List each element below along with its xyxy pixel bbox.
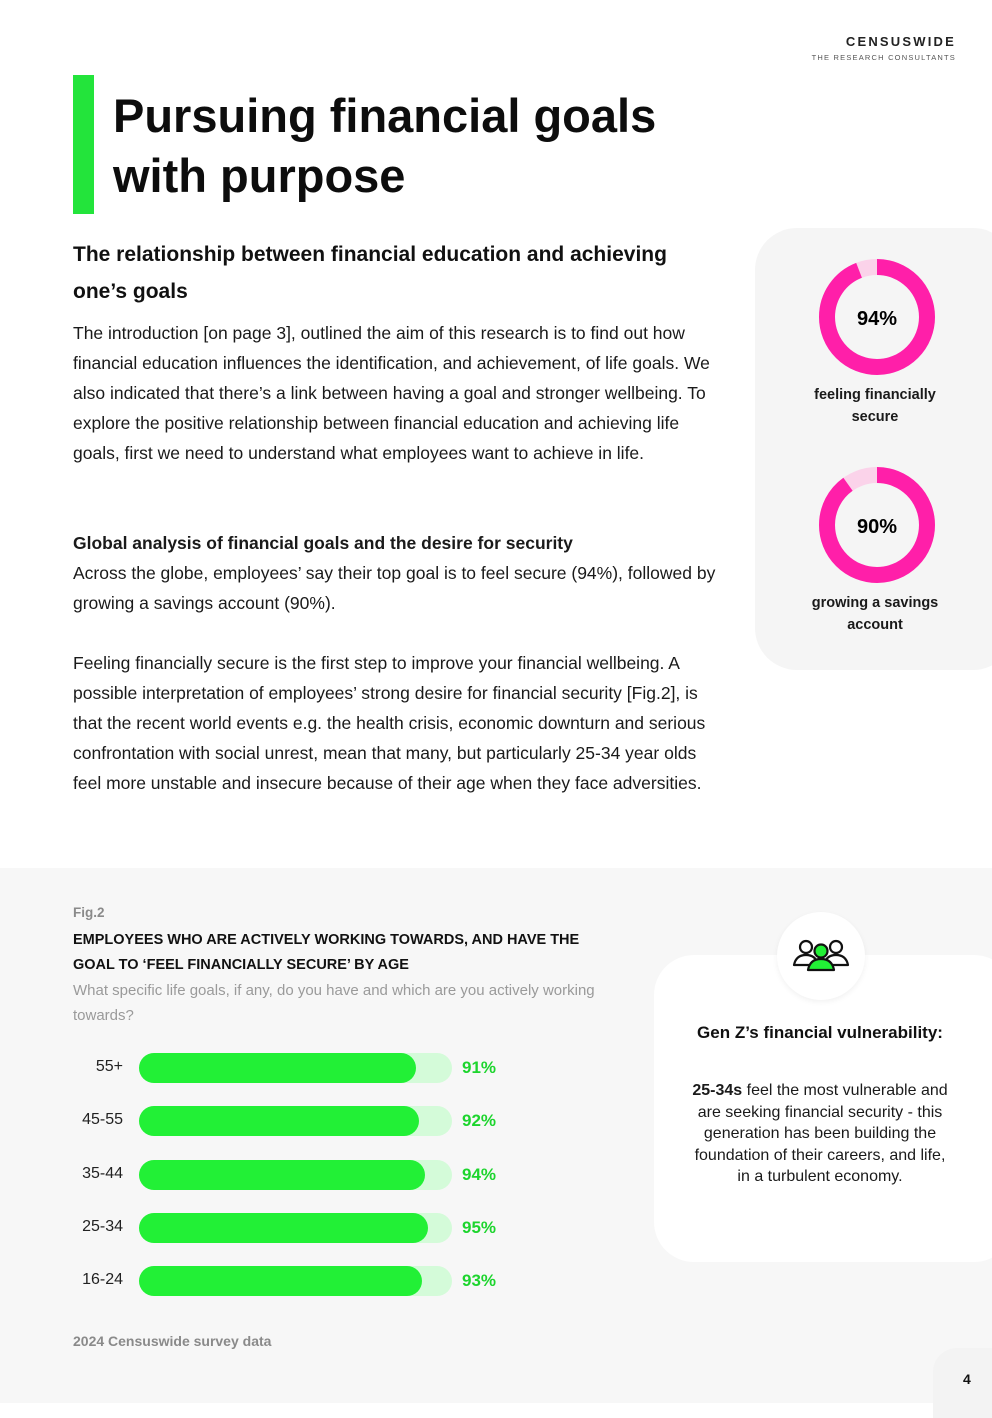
- figure-title: EMPLOYEES WHO ARE ACTIVELY WORKING TOWARDS, AND HAVE THE GOAL TO ‘FEEL FINANCIALLY SECURE’ BY AGE: [73, 932, 580, 973]
- donut-value: 90%: [856, 516, 898, 538]
- bar: [139, 1160, 425, 1190]
- bar-category-label: 45-55: [82, 1111, 123, 1129]
- security-paragraph: Feeling financially secure is the first step to improve your financial wellbeing. A possible interpretation of employees’ strong desire for financial security [Fig.2], is that the recent world events e.g. the health crisis, economic downturn and serious confrontation with social unrest, mean that many, but particularly 25-34 year olds feel more unstable and insecure because of their age when they face adversities.: [73, 653, 706, 793]
- brand-tagline: THE RESEARCH CONSULTANTS: [811, 53, 956, 62]
- bar-value-label: 95%: [462, 1217, 497, 1237]
- bar: [139, 1053, 416, 1083]
- donut-label-savings-account: growing a savings account: [811, 595, 939, 633]
- bar-category-label: 35-44: [82, 1164, 123, 1182]
- bar-value-label: 93%: [462, 1271, 497, 1291]
- bar-value-label: 92%: [462, 1111, 497, 1131]
- bar: [139, 1213, 428, 1243]
- global-analysis-heading: Global analysis of financial goals and the desire for security: [73, 533, 573, 553]
- bar-value-label: 94%: [462, 1164, 497, 1184]
- donut-feeling-secure: [815, 255, 939, 379]
- page-title: Pursuing financial goals with purpose: [113, 89, 657, 202]
- brand-logo: [812, 34, 956, 62]
- section-subtitle: The relationship between financial education and achieving one’s goals: [73, 243, 667, 303]
- donut-value: 94%: [856, 308, 898, 330]
- bar: [139, 1266, 422, 1296]
- bar: [139, 1106, 419, 1136]
- donut-savings-account: [815, 463, 939, 587]
- bar-category-label: 25-34: [82, 1217, 123, 1235]
- people-group-icon: [777, 912, 865, 1000]
- figure-question: What specific life goals, if any, do you have and which are you actively working towards?: [73, 982, 595, 1024]
- global-analysis-text: Across the globe, employees’ say their top goal is to feel secure (94%), followed by growing a savings account (90%).: [73, 563, 716, 613]
- intro-paragraph: The introduction [on page 3], outlined the aim of this research is to find out how financial education influences the identification, and achievement, of life goals. We also indicated that there’s a link between having a goal and stronger wellbeing. To explore the positive relationship between financial education and achieving life goals, first we need to understand what employees want to achieve in life.: [73, 323, 710, 463]
- global-analysis: [73, 528, 723, 618]
- info-text: [690, 1080, 950, 1188]
- bar-category-label: 55+: [95, 1058, 123, 1075]
- info-lead: 25-34s: [692, 1082, 743, 1099]
- source-note: 2024 Censuswide survey data: [73, 1333, 272, 1349]
- donut-label-feeling-secure: feeling financially secure: [814, 387, 936, 425]
- info-body: feel the most vulnerable and are seeking financial security - this generation has been building the foundation of their careers, and life, in a turbulent economy.: [694, 1082, 948, 1185]
- page-number: 4: [963, 1371, 971, 1387]
- bar-category-label: 16-24: [82, 1271, 123, 1289]
- info-title: Gen Z’s financial vulnerability:: [697, 1023, 943, 1042]
- bar-value-label: 91%: [462, 1058, 497, 1077]
- brand-name: CENSUSWIDE: [845, 34, 956, 49]
- icon-circle: [777, 912, 865, 1000]
- title-accent-bar: [73, 75, 94, 214]
- figure-label: Fig.2: [73, 905, 105, 920]
